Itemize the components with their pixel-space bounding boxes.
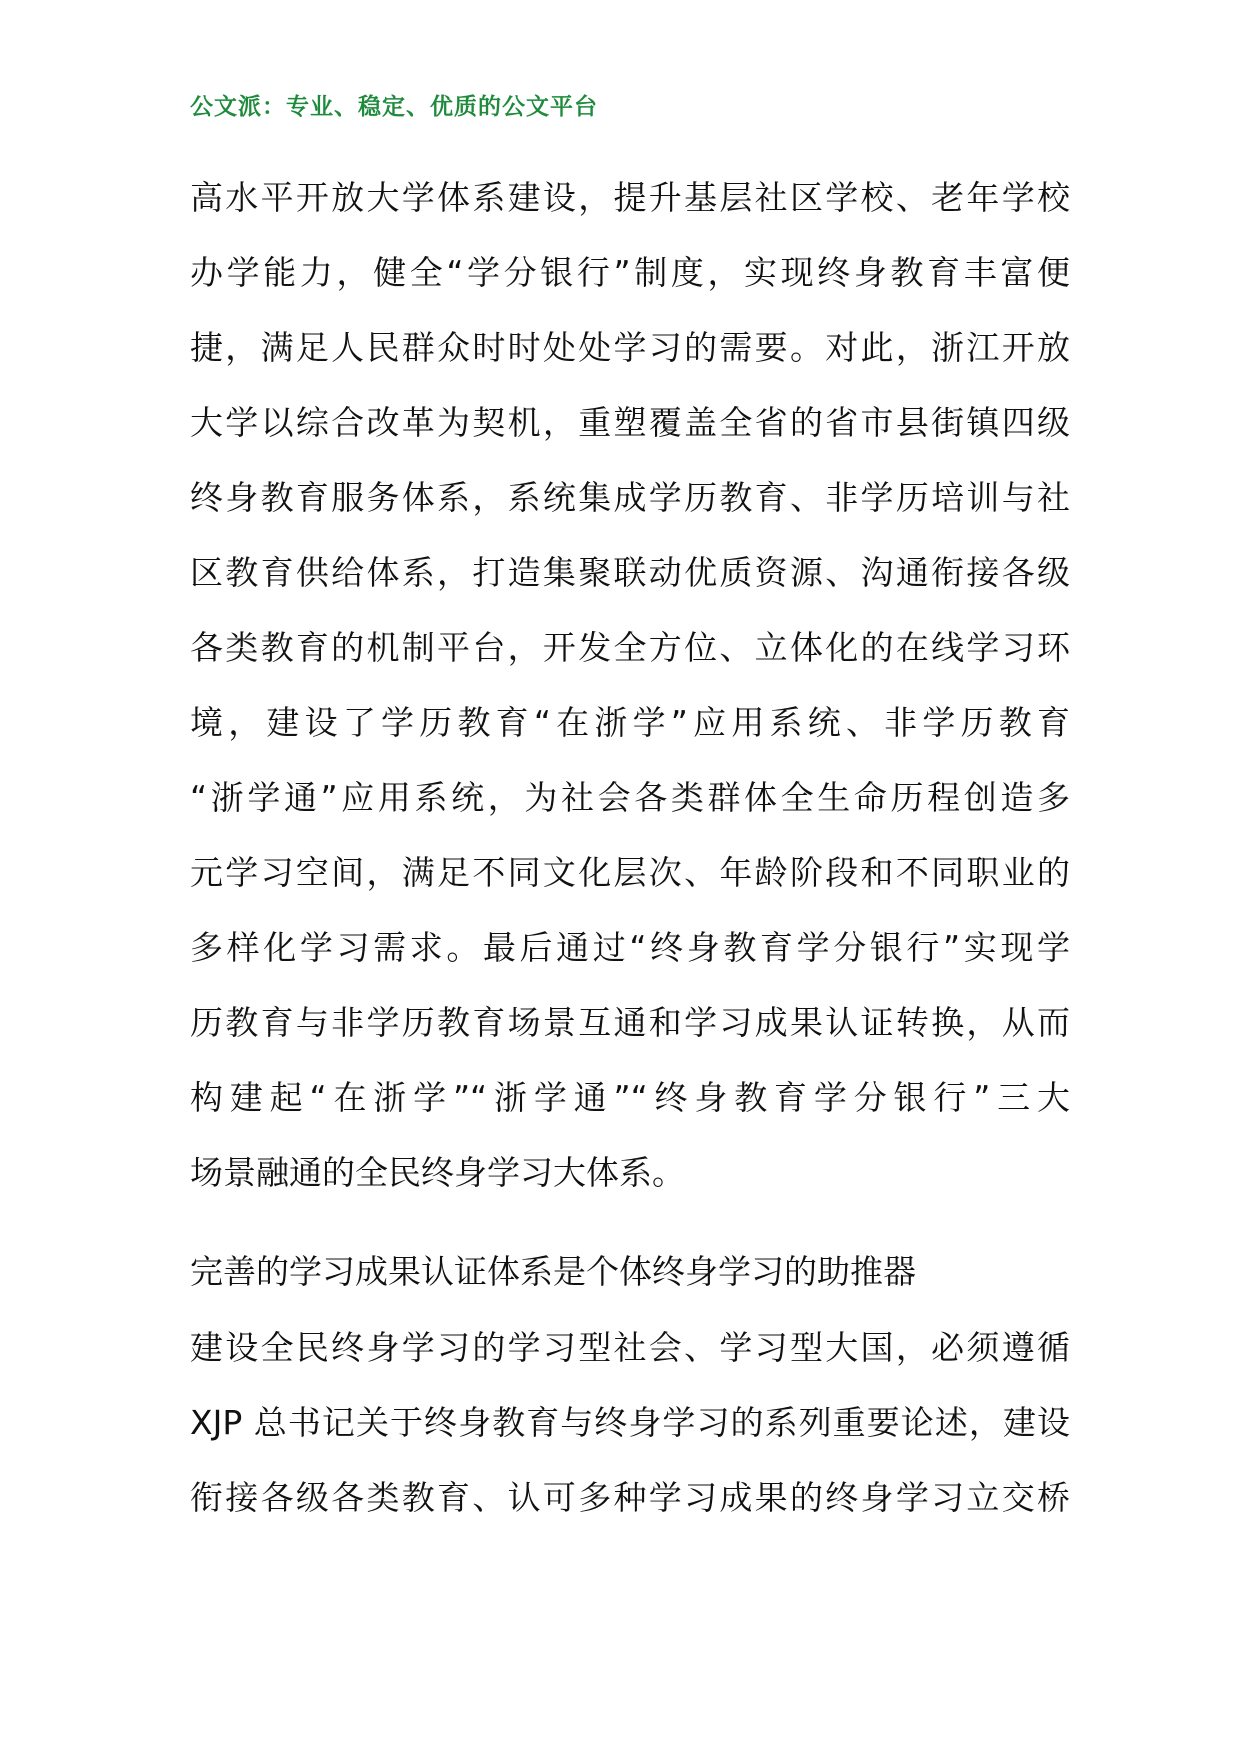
paragraph-line: 场景融通的全民终身学习大体系。 bbox=[190, 1153, 685, 1192]
paragraph-line: 多样化学习需求。最后通过“终身教育学分银行”实现学 bbox=[190, 928, 1070, 967]
paragraph-line: 各类教育的机制平台，开发全方位、立体化的在线学习环 bbox=[190, 628, 1070, 667]
paragraph-line: 高水平开放大学体系建设，提升基层社区学校、老年学校 bbox=[190, 178, 1070, 217]
paragraph-line: 元学习空间，满足不同文化层次、年龄阶段和不同职业的 bbox=[190, 853, 1070, 892]
paragraph-line: XJP 总书记关于终身教育与终身学习的系列重要论述，建设 bbox=[190, 1403, 1070, 1442]
paragraph-line: 大学以综合改革为契机，重塑覆盖全省的省市县街镇四级 bbox=[190, 403, 1070, 442]
paragraph-1 bbox=[190, 160, 1070, 1210]
section-heading: 完善的学习成果认证体系是个体终身学习的助推器 bbox=[190, 1252, 916, 1291]
paragraph-line: “浙学通”应用系统，为社会各类群体全生命历程创造多 bbox=[190, 778, 1070, 817]
paragraph-2 bbox=[190, 1310, 1070, 1535]
paragraph-line: 办学能力，健全“学分银行”制度，实现终身教育丰富便 bbox=[190, 253, 1070, 292]
paragraph-line: 境，建设了学历教育“在浙学”应用系统、非学历教育 bbox=[190, 703, 1070, 742]
paragraph-line: 构建起“在浙学”“浙学通”“终身教育学分银行”三大 bbox=[190, 1078, 1070, 1117]
paragraph-line: 捷，满足人民群众时时处处学习的需要。对此，浙江开放 bbox=[190, 328, 1070, 367]
paragraph-line: 衔接各级各类教育、认可多种学习成果的终身学习立交桥 bbox=[190, 1478, 1070, 1517]
paragraph-line: 建设全民终身学习的学习型社会、学习型大国，必须遵循 bbox=[190, 1328, 1070, 1367]
paragraph-line: 区教育供给体系，打造集聚联动优质资源、沟通衔接各级 bbox=[190, 553, 1070, 592]
paragraph-line: 历教育与非学历教育场景互通和学习成果认证转换，从而 bbox=[190, 1003, 1070, 1042]
paragraph-line: 终身教育服务体系，系统集成学历教育、非学历培训与社 bbox=[190, 478, 1070, 517]
header-brand: 公文派：专业、稳定、优质的公文平台 bbox=[190, 94, 598, 120]
